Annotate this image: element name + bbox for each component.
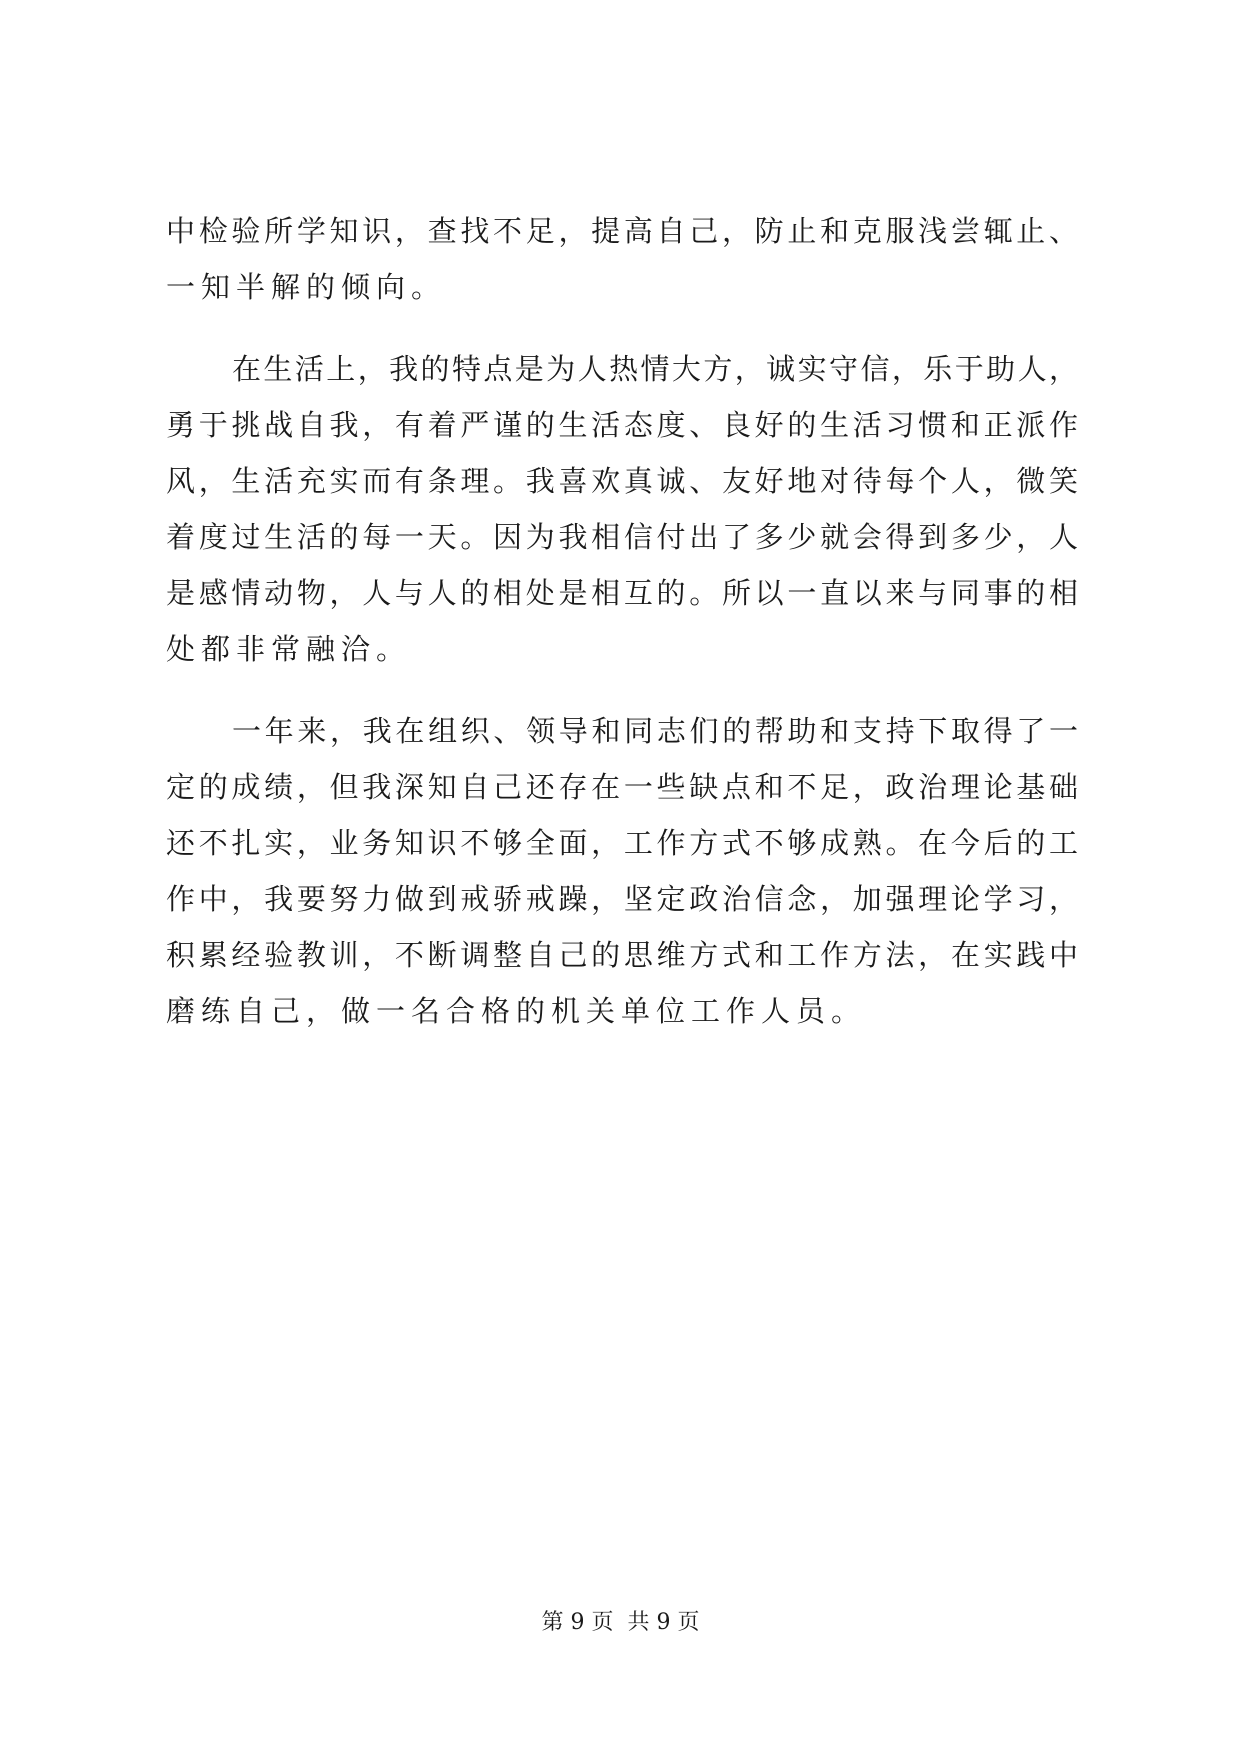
paragraph-first-line: 一年来，我在组织、领导和同志们的帮助和支持下取得了一	[232, 714, 1078, 748]
text-line: 处都非常融洽。	[166, 632, 412, 666]
text-line: 磨练自己，做一名合格的机关单位工作人员。	[166, 994, 867, 1028]
text-line: 着度过生活的每一天。因为我相信付出了多少就会得到多少，人	[166, 520, 1078, 554]
text-line: 积累经验教训，不断调整自己的思维方式和工作方法，在实践中	[166, 938, 1078, 972]
text-line: 一知半解的倾向。	[166, 270, 447, 304]
text-line: 风，生活充实而有条理。我喜欢真诚、友好地对待每个人，微笑	[166, 464, 1078, 498]
text-line: 还不扎实，业务知识不够全面，工作方式不够成熟。在今后的工	[166, 826, 1078, 860]
text-line: 作中，我要努力做到戒骄戒躁，坚定政治信念，加强理论学习，	[166, 882, 1078, 916]
text-line: 中检验所学知识，查找不足，提高自己，防止和克服浅尝辄止、	[166, 214, 1078, 248]
paragraph-first-line: 在生活上，我的特点是为人热情大方，诚实守信，乐于助人，	[232, 352, 1078, 386]
text-line: 定的成绩，但我深知自己还存在一些缺点和不足，政治理论基础	[166, 770, 1078, 804]
page-number-footer: 第 9 页 共 9 页	[541, 1610, 700, 1635]
text-line: 勇于挑战自我，有着严谨的生活态度、良好的生活习惯和正派作	[166, 408, 1078, 442]
text-line: 是感情动物，人与人的相处是相互的。所以一直以来与同事的相	[166, 576, 1078, 610]
